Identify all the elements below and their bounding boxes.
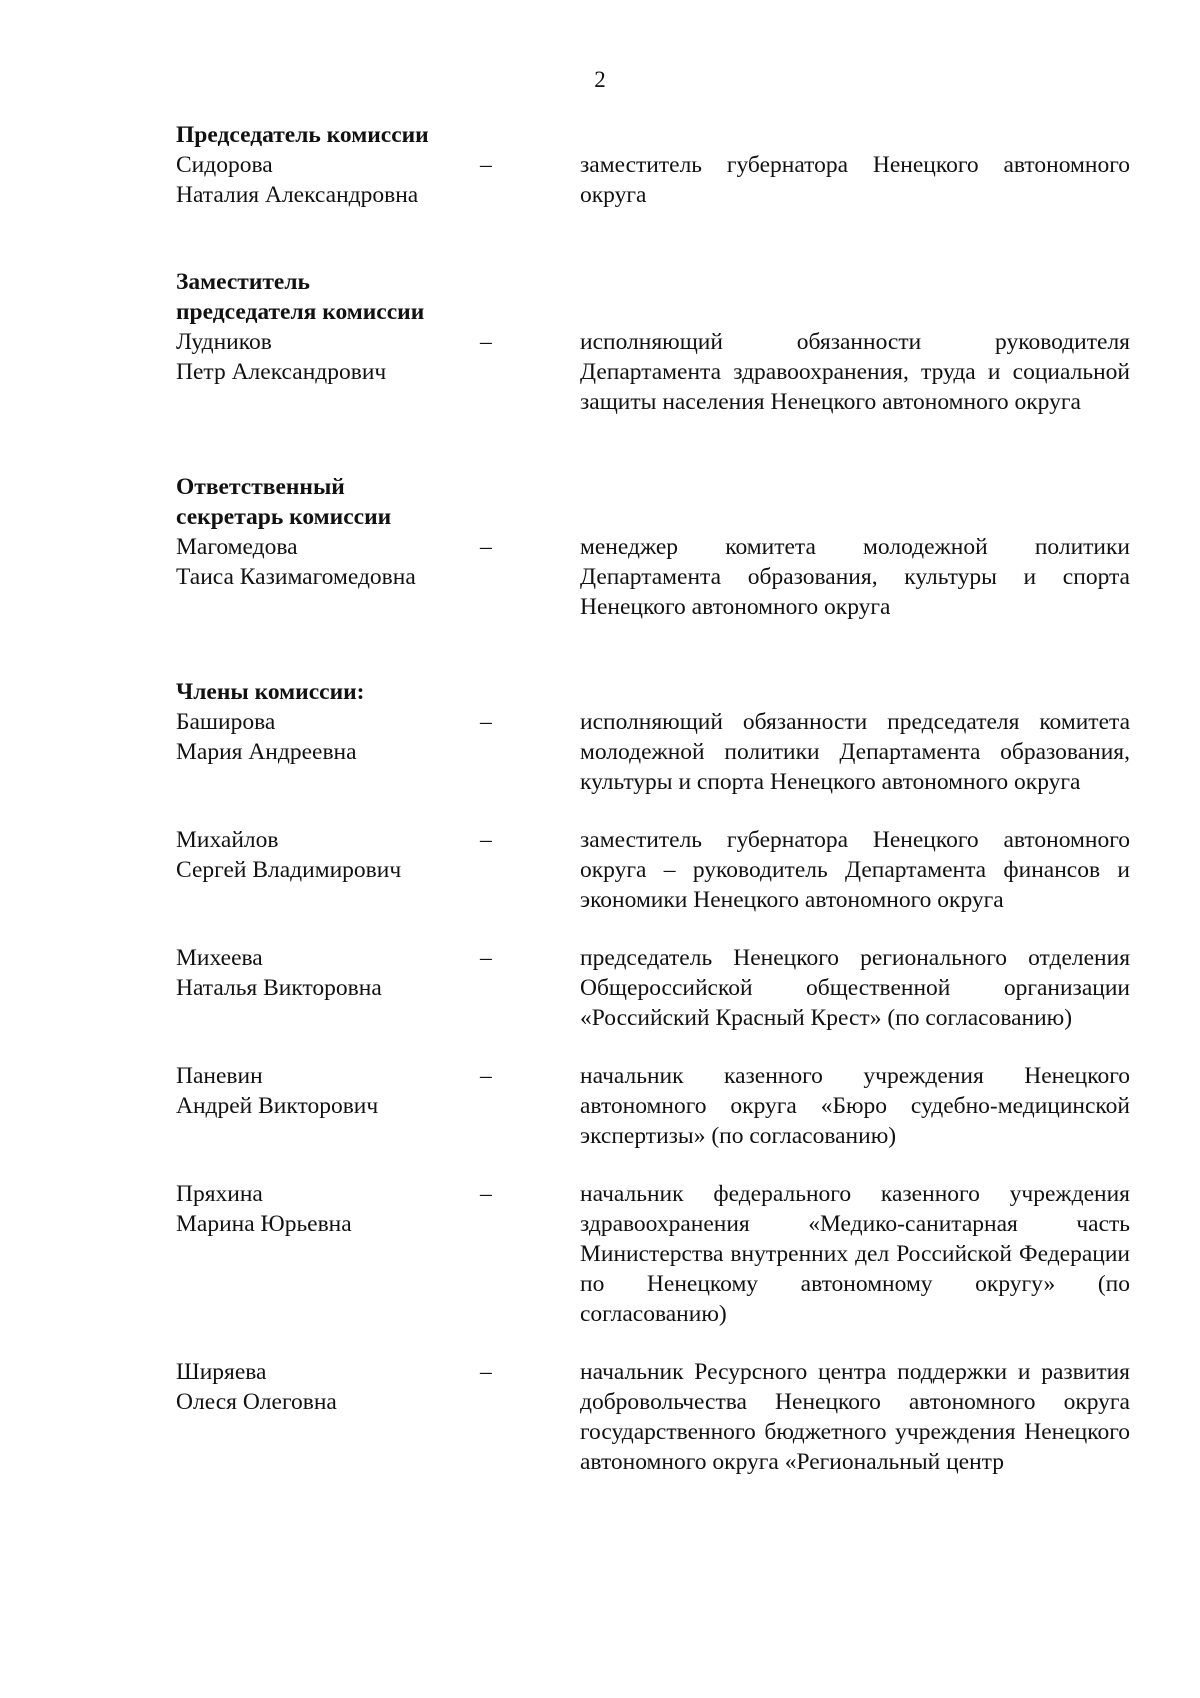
member-surname: Паневин xyxy=(176,1063,263,1089)
member-entry xyxy=(176,825,1136,915)
member-name xyxy=(176,1179,472,1239)
member-given-names: Сергей Владимирович xyxy=(176,857,402,883)
section-heading xyxy=(176,472,506,532)
member-given-names: Олеся Олеговна xyxy=(176,1389,337,1415)
dash-separator: – xyxy=(480,1181,492,1207)
member-name xyxy=(176,1061,472,1121)
member-name xyxy=(176,327,472,387)
member-surname: Магомедова xyxy=(176,534,298,560)
member-entry xyxy=(176,1357,1136,1477)
member-given-names: Таиса Казимагомедовна xyxy=(176,564,416,590)
member-surname: Михеева xyxy=(176,945,263,971)
member-position: начальник казенного учреждения Ненецкого автономного округа «Бюро судебно-медицинской экспертизы» (по согласованию) xyxy=(580,1063,1130,1149)
member-given-names: Андрей Викторович xyxy=(176,1093,379,1119)
dash-separator: – xyxy=(480,329,492,355)
member-name xyxy=(176,150,472,210)
heading-line: секретарь комиссии xyxy=(176,504,392,530)
member-entry xyxy=(176,707,1136,797)
dash-separator: – xyxy=(480,709,492,735)
page-number: 2 xyxy=(594,67,606,92)
member-name xyxy=(176,943,472,1003)
member-name xyxy=(176,532,472,592)
member-surname: Михайлов xyxy=(176,827,279,853)
member-surname: Ширяева xyxy=(176,1359,267,1385)
member-position: председатель Ненецкого регионального отделения Общероссийской общественной организации «Российский Красный Крест» (по согласованию) xyxy=(580,945,1130,1031)
section-chair xyxy=(176,120,1136,210)
section-deputy-chair xyxy=(176,267,1136,417)
member-surname: Пряхина xyxy=(176,1181,263,1207)
member-position: начальник Ресурсного центра поддержки и развития добровольчества Ненецкого автономного округа государственного бюджетного учреждения Ненецкого автономного округа «Региональный центр xyxy=(580,1359,1130,1475)
member-given-names: Мария Андреевна xyxy=(176,739,357,765)
dash-separator: – xyxy=(480,152,492,178)
member-given-names: Наталия Александровна xyxy=(176,182,419,208)
member-surname: Лудников xyxy=(176,329,272,355)
member-position: начальник федерального казенного учреждения здравоохранения «Медико-санитарная часть Министерства внутренних дел Российской Федерации по Ненецкому автономному округу» (по согласованию) xyxy=(580,1181,1130,1327)
section-secretary xyxy=(176,472,1136,622)
heading-line: Члены комиссии: xyxy=(176,679,365,705)
member-entry xyxy=(176,1061,1136,1151)
member-given-names: Петр Александрович xyxy=(176,359,387,385)
member-position: менеджер комитета молодежной политики Департамента образования, культуры и спорта Ненецкого автономного округа xyxy=(580,534,1130,620)
heading-line: Заместитель xyxy=(176,269,310,295)
member-entry xyxy=(176,1179,1136,1329)
section-heading xyxy=(176,120,506,150)
dash-separator: – xyxy=(480,1359,492,1385)
member-name xyxy=(176,825,472,885)
member-name xyxy=(176,1357,472,1417)
member-given-names: Марина Юрьевна xyxy=(176,1211,352,1237)
member-position: исполняющий обязанности председателя комитета молодежной политики Департамента образования, культуры и спорта Ненецкого автономного округа xyxy=(580,709,1130,795)
member-entry xyxy=(176,327,1136,417)
member-surname: Баширова xyxy=(176,709,276,735)
member-surname: Сидорова xyxy=(176,152,273,178)
dash-separator: – xyxy=(480,534,492,560)
member-position: заместитель губернатора Ненецкого автономного округа xyxy=(580,152,1130,208)
dash-separator: – xyxy=(480,945,492,971)
member-position: исполняющий обязанности руководителя Департамента здравоохранения, труда и социальной защиты населения Ненецкого автономного округа xyxy=(580,329,1130,415)
section-members xyxy=(176,677,1136,1477)
member-position: заместитель губернатора Ненецкого автономного округа – руководитель Департамента финансов и экономики Ненецкого автономного округа xyxy=(580,827,1130,913)
commission-composition xyxy=(176,120,1136,1502)
heading-line: Ответственный xyxy=(176,474,345,500)
member-entry xyxy=(176,150,1136,210)
member-name xyxy=(176,707,472,767)
dash-separator: – xyxy=(480,827,492,853)
member-given-names: Наталья Викторовна xyxy=(176,975,382,1001)
section-heading xyxy=(176,267,506,327)
heading-line: Председатель комиссии xyxy=(176,122,429,148)
dash-separator: – xyxy=(480,1063,492,1089)
member-entry xyxy=(176,943,1136,1033)
heading-line: председателя комиссии xyxy=(176,299,425,325)
member-entry xyxy=(176,532,1136,622)
section-heading xyxy=(176,677,506,707)
